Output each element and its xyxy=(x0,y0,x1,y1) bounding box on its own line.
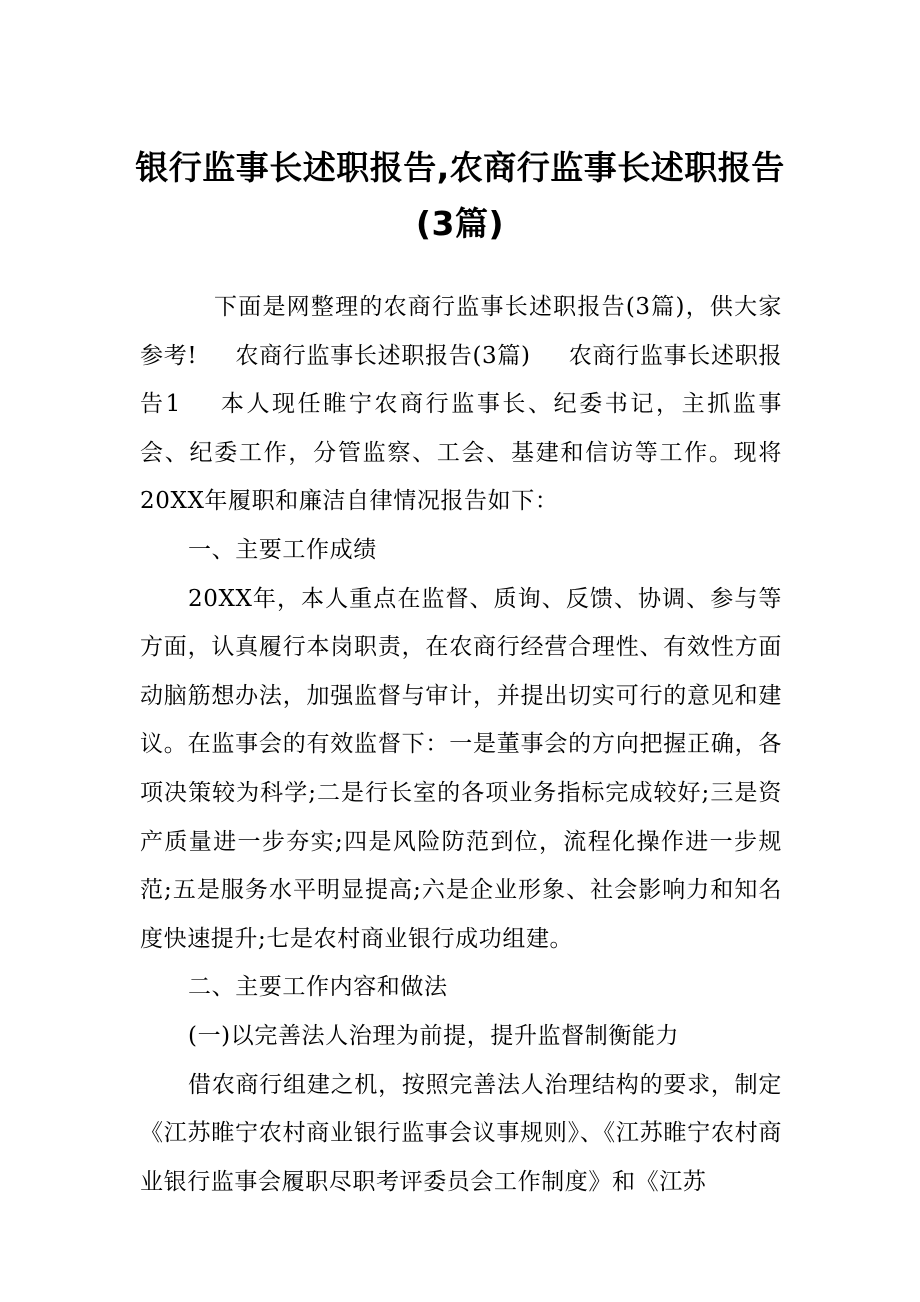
intro-paragraph xyxy=(140,283,782,526)
section-2-heading: 二、主要工作内容和做法 xyxy=(188,974,448,1001)
document-body xyxy=(140,283,782,1206)
intro-lead: 下面是网整理的农商行监事长述职报告(3篇)，供大家参考! xyxy=(140,294,782,369)
document-title: 银行监事长述职报告,农商行监事长述职报告(3篇) xyxy=(135,148,785,243)
subsection-1-heading: (一)以完善法人治理为前提，提升监督制衡能力 xyxy=(188,1022,680,1049)
subsection-1-paragraph: 借农商行组建之机，按照完善法人治理结构的要求，制定《江苏睢宁农村商业银行监事会议事规则》、《江苏睢宁农村商业银行监事会履职尽职考评委员会工作制度》和《江苏 xyxy=(140,1071,782,1195)
intro-text: 本人现任睢宁农商行监事长、纪委书记，主抓监事会、纪委工作，分管监察、工会、基建和信访等工作。现将20XX年履职和廉洁自律情况报告如下： xyxy=(140,391,782,515)
report-label: 农商行监事长述职报告1 xyxy=(140,342,783,418)
intro-subtitle: 农商行监事长述职报告(3篇) xyxy=(235,342,531,369)
section-1-paragraph: 20XX年，本人重点在监督、质询、反馈、协调、参与等方面，认真履行本岗职责，在农商行经营合理性、有效性方面动脑筋想办法，加强监督与审计，并提出切实可行的意见和建议。在监事会的有效监督下：一是董事会的方向把握正确，各项决策较为科学;二是行长室的各项业务指标完成较好;三是资产质量进一步夯实;四是风险防范到位，流程化操作进一步规范;五是服务水平明显提高;六是企业形象、社会影响力和知名度快速提升;七是农村商业银行成功组建。 xyxy=(140,585,782,952)
section-1-heading: 一、主要工作成绩 xyxy=(188,536,377,563)
